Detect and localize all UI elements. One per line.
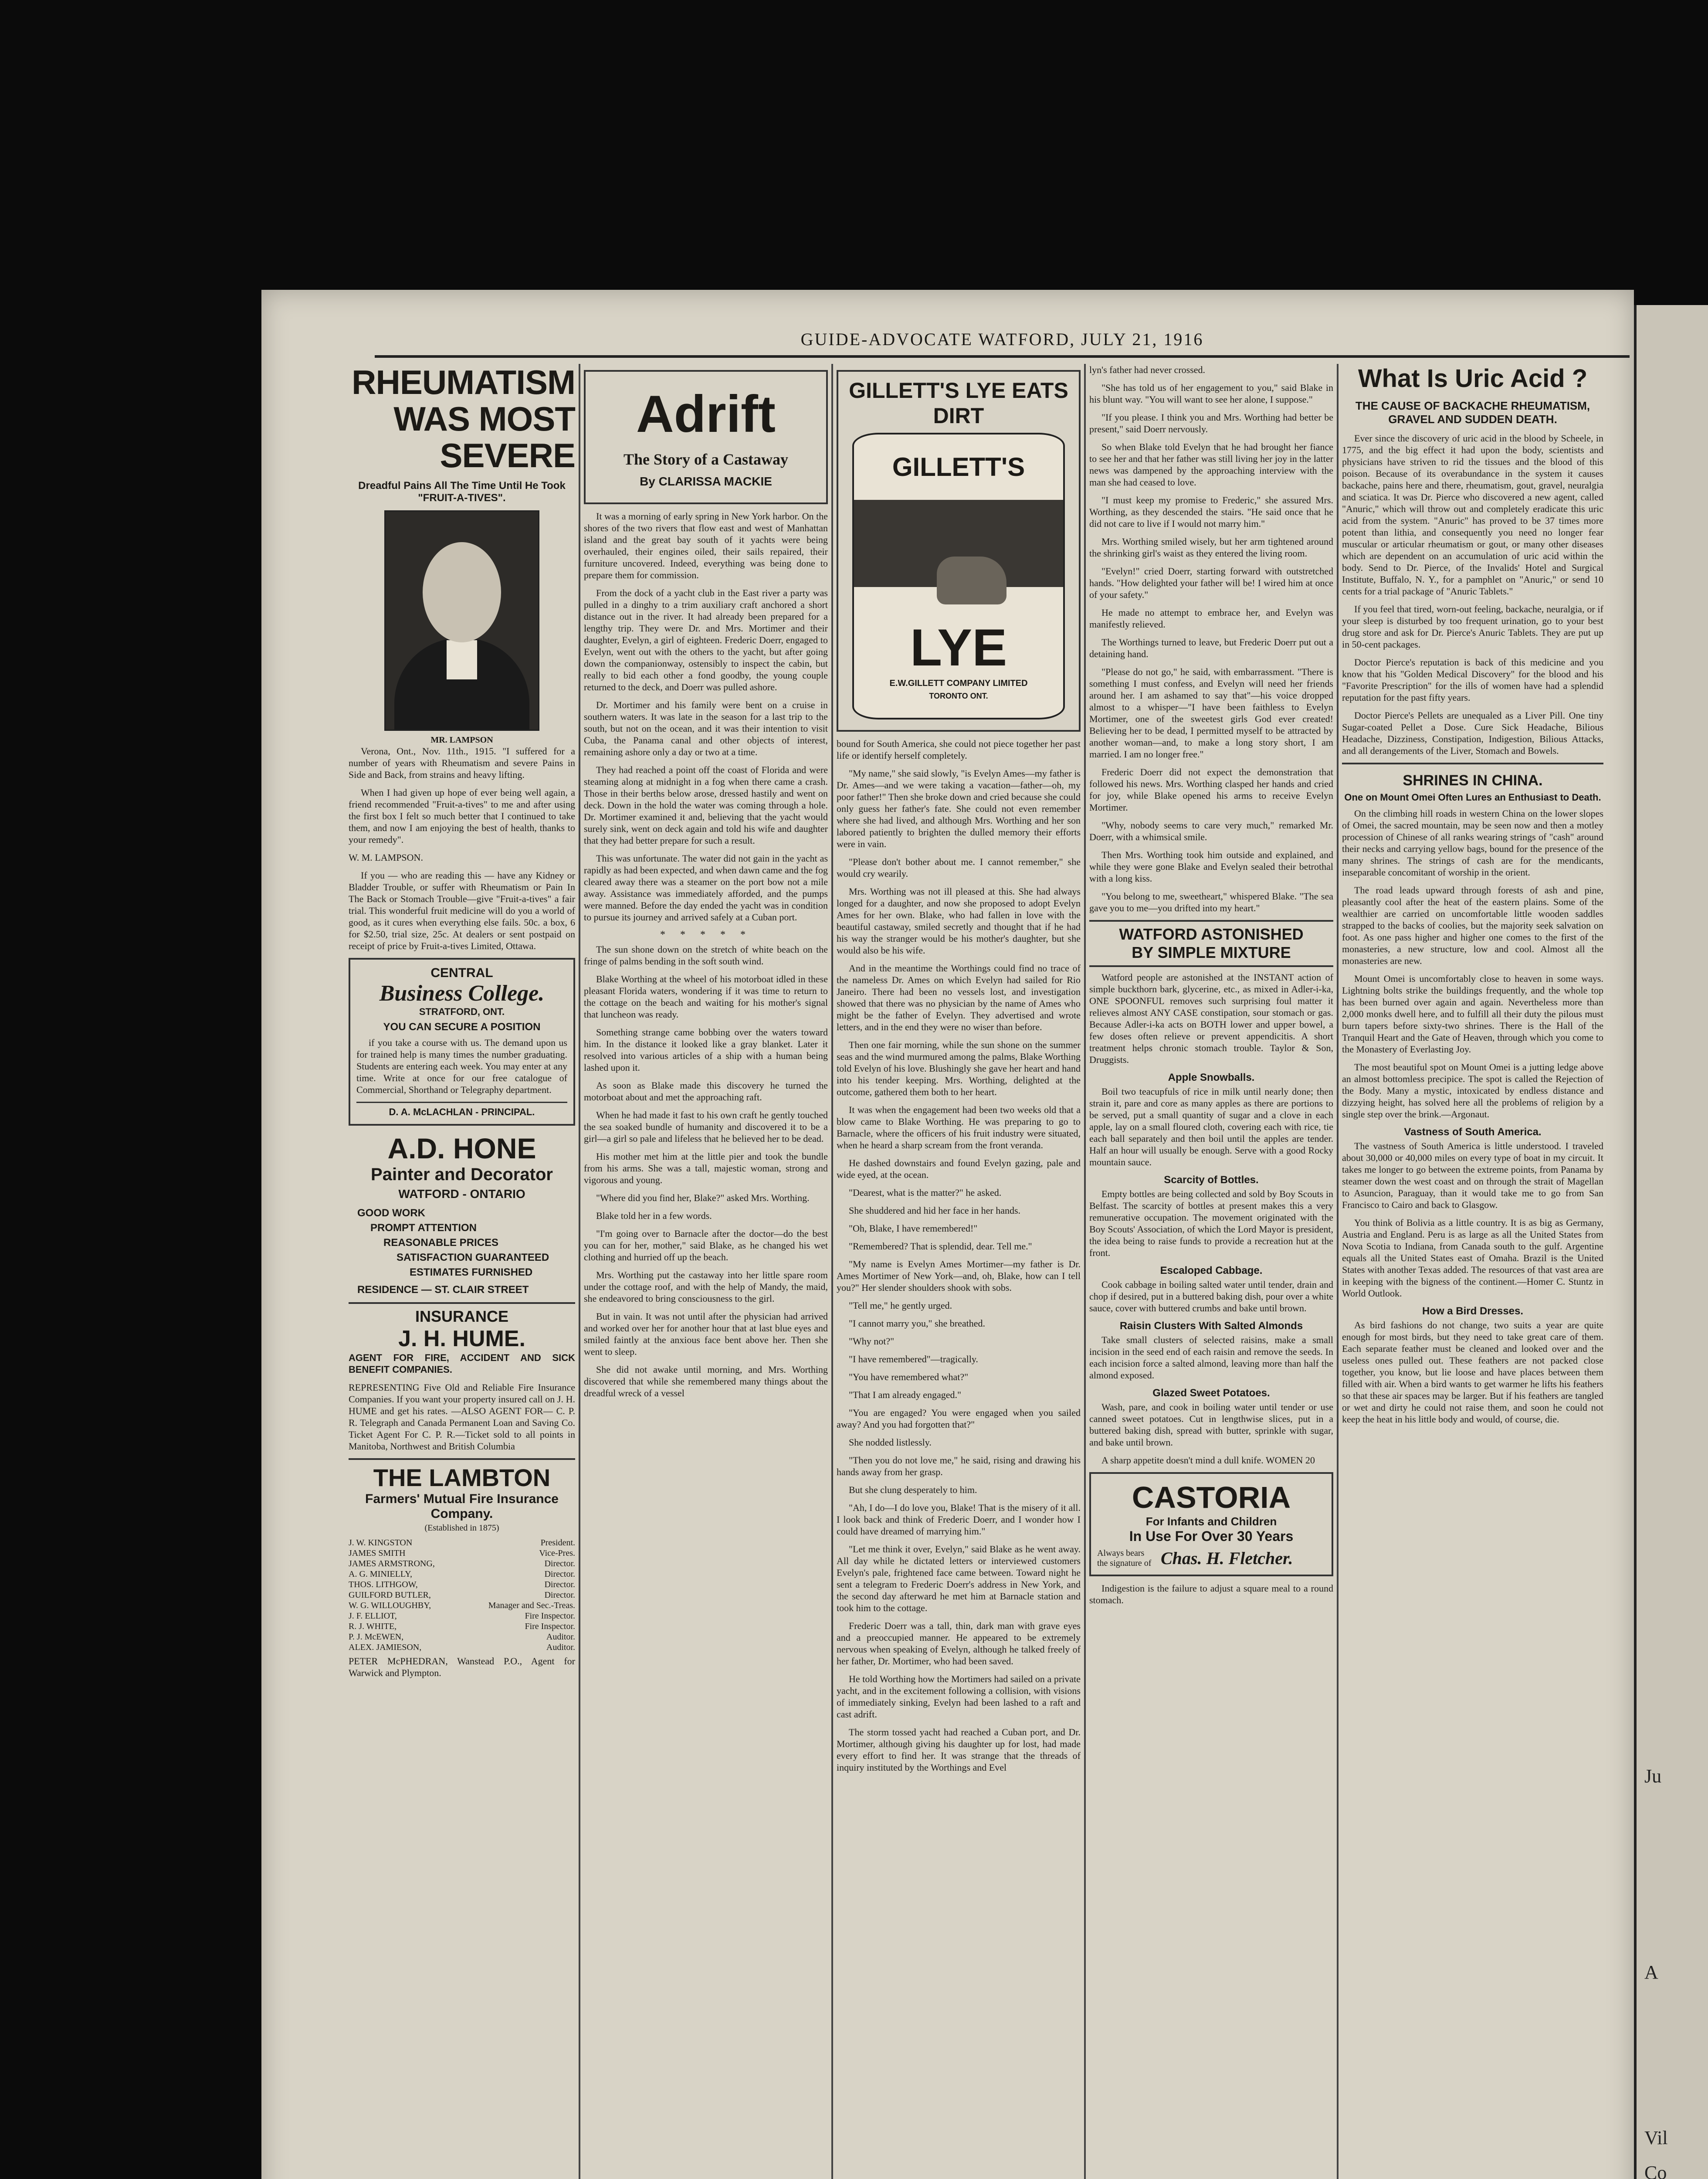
story-para: "Where did you find her, Blake?" asked Mrs. Worthing. (596, 1192, 810, 1203)
shrines-title: SHRINES IN CHINA. (1403, 772, 1543, 789)
story-para: She nodded listlessly. (849, 1437, 932, 1448)
hume-ad (349, 1302, 575, 1452)
hone-item: GOOD WORK (357, 1207, 425, 1219)
castoria-ad (1089, 1472, 1333, 1576)
column-rule (831, 364, 833, 2179)
rheumatism-headline: RHEUMATISM WAS MOST SEVERE (352, 363, 575, 475)
lambton-ad (349, 1458, 575, 1679)
story-para: They had reached a point off the coast of Florida and were steaming along at midnight in a fog when there came a crash. Those in their berths below arose, dressed hastily and went on deck. Down in the hold the water was coming through a hole. Dr. Mortimer examined it and, believing that the yacht would surely sink, went on deck again and told his wife and daughter that they had better prepare for such a result. (584, 764, 828, 846)
story-para: Blake Worthing at the wheel of his motorboat idled in these pleasant Florida waters, wondering if it was time to return to the cottage on the beach and waiting for his mother's signal that luncheon was ready. (584, 974, 828, 1020)
uric-para: Ever since the discovery of uric acid in the blood by Scheele, in 1775, and the big effect it had upon the body, scientists and physicians have striven to rid the tissues and the blood of this poison. Because of its overabundance in the system it causes backache, pains here and there, rheumatism, gout, gravel, neuralgia and sciatica. It was Dr. Pierce who discovered a new agent, called "Anuric," which will throw out and completely eradicate this uric acid from the system. "Anuric" has proved to be 37 times more potent than lithia, and consequently you need no longer fear muscular or articular rheumatism or gout, or many other diseases which are dependent on an accumulation of uric acid within the body. Send to Dr. Pierce, of the Invalids' Hotel and Surgical Institute, Buffalo, N. Y., for a pamphlet on "Anuric," or send 10 cents for a trial package of "Anuric Tablets." (1342, 433, 1603, 597)
story-subtitle: The Story of a Castaway (624, 451, 788, 468)
uric-acid-title: What Is Uric Acid ? (1358, 364, 1588, 393)
strip-fragment: Vil (1644, 2127, 1668, 2148)
story-para: Then one fair morning, while the sun shone on the summer seas and the wind murmured among the palms, Blake Worthing told Evelyn of his love. Blushingly she gave her heart and hand into his tender keeping. Mrs. Worthing, delighted at the outcome, gathered them both to her heart. (837, 1039, 1081, 1097)
portrait-caption: MR. LAMPSON (430, 735, 493, 745)
indigestion-note: Indigestion is the failure to adjust a square meal to a round stomach. (1089, 1583, 1333, 1605)
testimonial-signature: W. M. LAMPSON. (349, 852, 423, 863)
story-para: "My name," she said slowly, "is Evelyn Ames—my father is Dr. Ames—and we were taking a vacation—father—oh, my poor father!" Then she broke down and cried because she could only guess her father's fate. She could not even remember where she had lived, and although Mrs. Worthing and her son labored patiently to brighten the dulled memory their efforts were in vain. (837, 768, 1081, 849)
college-body: if you take a course with us. The demand upon us for trained help is many times the number graduating. Students are entering each week. You may enter at any time. Write at once for our free catalogue of Commercial, Shorthand or Telegraphy department. (356, 1037, 567, 1095)
shrines-para: On the climbing hill roads in western China on the lower slopes of Omei, the sacred mountain, may be seen now and then a motley procession of Chinese of all ranks wearing strings of "cash" around their necks and carrying yellow bags, bound for the presence of the many shrines. The strings of cash are for the mendicants, inseparable concomitant of worship in the orient. (1342, 808, 1603, 878)
uric-acid-sub: THE CAUSE OF BACKACHE RHEUMATISM, GRAVEL AND SUDDEN DEATH. (1355, 399, 1590, 426)
story-para: "Tell me," he gently urged. (849, 1300, 952, 1311)
column-3 (837, 364, 1081, 1779)
story-para: "If you please. I think you and Mrs. Worthing had better be present," said Doerr nervously. (1089, 412, 1333, 434)
officer-row: JAMES ARMSTRONG, Director. (349, 1559, 575, 1568)
story-para: He dashed downstairs and found Evelyn gazing, pale and wide eyed, at the ocean. (837, 1157, 1081, 1180)
castoria-title: CASTORIA (1132, 1480, 1291, 1514)
section-break: * * * * * (660, 929, 752, 940)
college-principal: D. A. McLACHLAN - PRINCIPAL. (356, 1102, 567, 1118)
story-para: As soon as Blake made this discovery he turned the motorboat about and met the approaching raft. (584, 1080, 828, 1103)
castoria-sub-1: For Infants and Children (1145, 1515, 1277, 1528)
testimonial-para: When I had given up hope of ever being well again, a friend recommended "Fruit-a-tives" to me and after using the first box I felt so much better that I continued to take them, and now I am enjoying the best of health, thanks to your remedy". (349, 787, 575, 845)
story-para: "Why not?" (849, 1336, 895, 1347)
recipe-title: Glazed Sweet Potatoes. (1152, 1387, 1270, 1399)
story-para: This was unfortunate. The water did not gain in the yacht as rapidly as had been expected, and when dawn came and the fog cleared away there was a steamer on the port bow not a mile away. Assistance was immediately afforded, and the pumps were manned. Before the day ended the yacht was in condition to pursue its journey and arrived safely at a Cuban port. (584, 853, 828, 923)
fletcher-signature: Chas. H. Fletcher. (1161, 1548, 1293, 1568)
story-para: "Remembered? That is splendid, dear. Tell me." (849, 1241, 1032, 1252)
hone-item: REASONABLE PRICES (383, 1237, 499, 1249)
hone-residence: RESIDENCE — ST. CLAIR STREET (357, 1284, 529, 1296)
story-para: "I cannot marry you," she breathed. (849, 1318, 986, 1329)
story-para: When he had made it fast to his own craft he gently touched the sea soaked bundle of humanity and discovered it to be a girl—a girl so pale and lifeless that he believed her to be dead. (584, 1110, 828, 1144)
story-para: He told Worthing how the Mortimers had sailed on a private yacht, and in the excitement following a collision, with visions of immediately sinking, Evelyn had been lashed to a raft and cast adrift. (837, 1673, 1081, 1720)
story-para: The sun shone down on the stretch of white beach on the fringe of palms bending in the soft south wind. (584, 944, 828, 967)
story-para: "Oh, Blake, I have remembered!" (849, 1223, 978, 1234)
story-para: Frederic Doerr was a tall, thin, dark man with grave eyes and a preoccupied manner. He appeared to be extremely nervous when speaking of Evelyn, although he talked freely of her father, Dr. Mortimer, who had been saved. (837, 1620, 1081, 1666)
testimonial-para: Verona, Ont., Nov. 11th., 1915. "I suffered for a number of years with Rheumatism and severe Pains in Side and Back, from strains and heavy lifting. (349, 746, 575, 780)
story-para: "Please don't bother about me. I cannot remember," she would cry wearily. (837, 856, 1081, 879)
recipe-body: Cook cabbage in boiling salted water until tender, drain and chop if desired, put in a buttered baking dish, pour over a white sauce, cover with buttered crumbs and bake until brown. (1089, 1279, 1333, 1314)
castoria-always: Always bears the signature of (1097, 1548, 1152, 1568)
birds-title: How a Bird Dresses. (1422, 1305, 1524, 1317)
birds-para: As bird fashions do not change, two suits a year are quite enough for most birds, but they need to take great care of them. Each separate feather must be cleaned and looked over and the useless ones pulled out. These feathers are not packed close together, you know, but lie loose and have places between them filled with air. When a bird wants to get warmer he lifts his feathers so that these air spaces may be larger. But if his feathers are tangled or wet and dirty he could not raise them, and soon he could not keep the heat in his little body and would, of course, die. (1342, 1320, 1603, 1425)
lambton-title: THE LAMBTON (373, 1464, 551, 1491)
story-para: "That I am already engaged." (849, 1389, 962, 1400)
story-para: The storm tossed yacht had reached a Cuban port, and Dr. Mortimer, although giving his daughter up for lost, had made every effort to find her. It was strange that the threads of inquiry instituted by the Worthings and Evel (837, 1727, 1081, 1773)
column-rule (1084, 364, 1086, 2179)
watford-title-1: WATFORD ASTONISHED (1119, 925, 1304, 943)
story-para: "Evelyn!" cried Doerr, starting forward with outstretched hands. "How delighted your father will be! I wired him at once of your safety." (1089, 566, 1333, 600)
story-para: Mrs. Worthing smiled wisely, but her arm tightened around the shrinking girl's waist as they entered the living room. (1089, 536, 1333, 559)
newspaper-page (261, 290, 1634, 2179)
officer-row: W. G. WILLOUGHBY, Manager and Sec.-Treas. (349, 1601, 575, 1610)
story-para: It was when the engagement had been two weeks old that a blow came to Blake Worthing. He was preparing to go to Barnacle, where the officers of his fruit industry were situated, when he heard a sharp scream from the front veranda. (837, 1104, 1081, 1151)
hone-ad (349, 1132, 575, 1296)
story-para: Frederic Doerr did not expect the demonstration that followed his news. Mrs. Worthing clasped her hands and cried for joy, while Blake opened his arms to receive Evelyn Mortimer. (1089, 767, 1333, 813)
uric-para: Doctor Pierce's Pellets are unequaled as a Liver Pill. One tiny Sugar-coated Pellet a Dose. Cure Sick Headache, Bilious Headache, Dizziness, Constipation, Indigestion, Bilious Attacks, and all derangements of the Liver, Stomach and Bowels. (1342, 710, 1603, 756)
recipe-body: Wash, pare, and cook in boiling water until tender or use canned sweet potatoes. Cut in lengthwise slices, put in a buttered baking dish, spread with butter, sprinkle with sugar, and bake until brown. (1089, 1402, 1333, 1448)
lye-tin-illustration (852, 433, 1065, 720)
story-byline: By CLARISSA MACKIE (640, 475, 772, 488)
story-para: So when Blake told Evelyn that he had brought her fiance to see her and that her father was still living her joy in the latter news was dampened by the approaching interview with the man she had ceased to love. (1089, 441, 1333, 488)
tin-product: LYE (910, 618, 1007, 677)
story-para: The Worthings turned to leave, but Frederic Doerr put out a detaining hand. (1089, 637, 1333, 659)
business-college-ad (349, 958, 575, 1126)
story-para: But in vain. It was not until after the physician had arrived and worked over her for another hour that at last blue eyes and smiled faintly at the anxious face bent above her. Then she went to sleep. (584, 1311, 828, 1357)
story-para: "I'm going over to Barnacle after the doctor—do the best you can for her, mother," said Blake, as he changed his wet clothing and hurried off up the beach. (584, 1228, 828, 1263)
officer-row: THOS. LITHGOW, Director. (349, 1580, 575, 1589)
recipe-body: Boil two teacupfuls of rice in milk until nearly done; then strain it, pare and core as many apples as there are portions to be served, put a small quantity of sugar and a clove in each apple, lay on a small floured cloth, covering each with rice, tie each ball separately and then boil until the apples are tender. Half an hour will usually be enough. Serve with a good Rocky mountain sauce. (1089, 1086, 1333, 1168)
recipe-title: Escaloped Cabbage. (1160, 1265, 1263, 1276)
hone-item: SATISFACTION GUARANTEED (396, 1252, 549, 1263)
officer-row: J. F. ELLIOT, Fire Inspector. (349, 1611, 575, 1621)
shrines-para: Mount Omei is uncomfortably close to heaven in some ways. Lightning bolts strike the buildings frequently, and the whole top has been burned over again and again. Nevertheless more than 2,000 monks dwell here, and to fulfill all their duty the pilous must burn tapers before sixty-two shrines. There is the Hall of the Tranquil Heart and the Gate of Heaven, through which you come to the Monastery of Everlasting Joy. (1342, 973, 1603, 1055)
castoria-sub-2: In Use For Over 30 Years (1129, 1528, 1294, 1544)
column-5 (1342, 364, 1603, 1431)
story-para: "Dearest, what is the matter?" he asked. (849, 1187, 1002, 1198)
story-para: "She has told us of her engagement to you," said Blake in his blunt way. "You will want to see her alone, I suppose." (1089, 382, 1333, 405)
article-title: Scarcity of Bottles. (1164, 1174, 1259, 1186)
lion-icon (937, 557, 1006, 604)
tin-brand: GILLETT'S (892, 452, 1025, 482)
story-para: lyn's father had never crossed. (1089, 364, 1206, 375)
hume-agent: AGENT FOR FIRE, ACCIDENT AND SICK BENEFIT COMPANIES. (349, 1352, 575, 1375)
story-para: "Let me think it over, Evelyn," said Blake as he went away. All day while he dictated letters or interviewed customers Evelyn's pale, frightened face came between. Toward night he sent a telegram to Frederic Doerr's address in New York, and the second day afterward he met him at Barnacle station and took him to the cottage. (837, 1544, 1081, 1613)
story-para: "I have remembered"—tragically. (849, 1354, 978, 1364)
column-2 (584, 364, 828, 1405)
adrift-title-box (584, 370, 828, 504)
story-para: Something strange came bobbing over the waters toward him. In the distance it looked like a gray blanket. Later it resolved into various articles of a ship with a human being lashed upon it. (584, 1027, 828, 1073)
strip-fragment: Ju (1644, 1765, 1662, 1787)
uric-para: If you feel that tired, worn-out feeling, backache, neuralgia, or if your sleep is disturbed by too frequent urination, go to your best drug store and ask for Dr. Pierce's Anuric Tablets. They are put up in 50-cent packages. (1342, 604, 1603, 650)
recipe-body: Take small clusters of selected raisins, make a small incision in the seed end of each raisin and remove the seeds. In each incision force a salted almond, leaving more than half the almond exposed. (1089, 1334, 1333, 1381)
officer-row: ALEX. JAMIESON, Auditor. (349, 1643, 575, 1652)
story-para: He made no attempt to embrace her, and Evelyn was manifestly relieved. (1089, 607, 1333, 630)
column-rule (579, 364, 580, 2179)
hone-place: WATFORD - ONTARIO (398, 1187, 525, 1201)
story-para: Mrs. Worthing was not ill pleased at this. She had always longed for a daughter, and now she proposed to adopt Evelyn Ames for her own. Blake, who had fallen in love with the beautiful castaway, smiled secretly and thought that if he had his way the stranger would be his mother's daughter, but she would also be his wife. (837, 886, 1081, 956)
tin-maker: E.W.GILLETT COMPANY LIMITED (889, 679, 1028, 688)
college-tagline: YOU CAN SECURE A POSITION (383, 1021, 541, 1033)
gilletts-lye-ad (837, 370, 1081, 732)
strip-fragment: A (1644, 1962, 1658, 1983)
hume-name: J. H. HUME. (398, 1326, 525, 1351)
college-name-1: CENTRAL (430, 966, 493, 980)
masthead: GUIDE-ADVOCATE WATFORD, JULY 21, 1916 (375, 329, 1630, 358)
story-para: From the dock of a yacht club in the East river a party was pulled in a dinghy to a trim auxiliary craft anchored a short distance out in the river. It had already been prepared for a lengthy trip. They were Dr. and Mrs. Mortimer and their daughter, Evelyn, a girl of eighteen. Frederic Doerr, engaged to Evelyn, went out with the others to the yacht, but after going down the companionway, ostensibly to inspect the cabin, but really to bid each other a fond goodby, the young couple returned to the deck, and Doerr was pulled ashore. (584, 587, 828, 692)
shrines-para: The road leads upward through forests of ash and pine, pleasantly cool after the heat of the eastern plains. Some of the wealthier are carried on uncomfortable little wooden saddles strapped to the backs of coolies, but the majority seek salvation on foot. As one pass higher and higher one comes to the first of the monasteries, a new structure, low and cool. Almost all the monasteries are new. (1342, 885, 1603, 966)
story-para: "Then you do not love me," he said, rising and drawing his hands away from her grasp. (837, 1455, 1081, 1477)
recipe-title: Apple Snowballs. (1168, 1072, 1255, 1083)
story-para: "Ah, I do—I do love you, Blake! That is the misery of it all. I look back and think of Frederic Doerr, and I wonder how I could have dreamed of marrying him." (837, 1502, 1081, 1537)
story-para: "You belong to me, sweetheart," whispered Blake. "The sea gave you to me—you drifted into my heart." (1089, 891, 1333, 913)
tin-city: TORONTO ONT. (929, 692, 988, 700)
story-para: It was a morning of early spring in New York harbor. On the shores of the two rivers that flow east and west of Manhattan island and the great bay south of it yachts were being overhauled, their engines oiled, their sails repaired, their furniture uncovered. Indeed, everything was being done to prepare them for commission. (584, 511, 828, 580)
vastness-title: Vastness of South America. (1404, 1126, 1542, 1138)
hone-item: ESTIMATES FURNISHED (410, 1266, 533, 1278)
appetite-note: A sharp appetite doesn't mind a dull knife. WOMEN 20 (1101, 1455, 1315, 1466)
hone-name: A.D. HONE (387, 1132, 536, 1164)
story-para: "My name is Evelyn Ames Mortimer—my father is Dr. Ames Mortimer of New York—and, oh, Blake, how can I tell you?" Her slender shoulders shook with sobs. (837, 1259, 1081, 1293)
story-para: "Why, nobody seems to care very much," remarked Mr. Doerr, with a whimsical smile. (1089, 820, 1333, 842)
officer-row: A. G. MINIELLY, Director. (349, 1569, 575, 1579)
column-1 (349, 364, 575, 1685)
lambton-subtitle: Farmers' Mutual Fire Insurance Company. (365, 1492, 559, 1521)
story-para: But she clung desperately to him. (849, 1484, 977, 1495)
adjacent-page-strip (1634, 305, 1708, 2179)
shrines-article (1342, 763, 1603, 1120)
story-para: She shuddered and hid her face in her hands. (849, 1205, 1021, 1216)
vastness-para: You think of Bolivia as a little country. It is as big as Germany, Austria and England. Peru is as large as all the United States from Nova Scotia to Indiana, from Canada south to the gulf. Argentine equals all the United States east of Omaha. Brazil is the United States with another Texas added. The resources of that vast area are in keeping with the bigness of the continent.—Homer C. Stuntz in World Outlook. (1342, 1217, 1603, 1299)
lampson-portrait (384, 510, 539, 731)
story-para: "Please do not go," he said, with embarrassment. "There is something I must confess, and Evelyn will need her friends around her. I am ashamed to say that"—his voice dropped almost to a whisper—"I have been faithless to Evelyn Mortimer, one of the sweetest girls God ever created! Believing her to be dead, I permitted myself to be attracted by another woman—and, to make a long story short, I am married. I am no longer free." (1089, 666, 1333, 760)
college-name-2: Business College. (379, 981, 545, 1006)
officer-row: P. J. McEWEN, Auditor. (349, 1632, 575, 1642)
vastness-para: The vastness of South America is little understood. I traveled about 30,000 or 40,000 miles on every type of boat in my circuit. It takes me longer to go between the extreme points, from Panama by steamer down the west coast and on through the strait of Magellan to Asuncion, Paraguay, than it would take me to go from San Francisco to Cairo and back to Glasgow. (1342, 1140, 1603, 1210)
column-4 (1089, 364, 1333, 1612)
story-para: bound for South America, she could not piece together her past life or identify herself completely. (837, 738, 1081, 761)
hume-representing: REPRESENTING Five Old and Reliable Fire Insurance Companies. If you want your property insured call on J. H. HUME and get his rates. —ALSO AGENT FOR— C. P. R. Telegraph and Canada Permanent Loan and Saving Co. Ticket Agent For C. P. R.—Ticket sold to all points in Manitoba, Northwest and British Columbia (349, 1382, 575, 1452)
insurance-title: INSURANCE (415, 1307, 508, 1325)
shrines-para: The most beautiful spot on Mount Omei is a jutting ledge above an almost bottomless precipice. The spot is called the Rejection of the Body. Many a mystic, intoxicated by endless distance and dizzying height, has solved here all the problems of religion by a single step over the brink.—Argonaut. (1342, 1062, 1603, 1120)
college-city: STRATFORD, ONT. (419, 1006, 505, 1017)
officer-row: JAMES SMITH Vice-Pres. (349, 1548, 575, 1558)
watford-ad-heading (1089, 920, 1333, 967)
story-para: Mrs. Worthing put the castaway into her little spare room under the cottage roof, and with the help of Mandy, the maid, she endeavored to bring consciousness to the girl. (584, 1269, 828, 1304)
hone-trade: Painter and Decorator (371, 1165, 553, 1184)
recipe-title: Raisin Clusters With Salted Almonds (1119, 1320, 1303, 1332)
column-rule (1337, 364, 1339, 2179)
uric-para: Doctor Pierce's reputation is back of this medicine and you know that his "Golden Medical Discovery" for the blood and his "Favorite Prescription" for the ills of women have had a splendid reputation for the past fifty years. (1342, 657, 1603, 703)
story-para: "You are engaged? You were engaged when you sailed away? And you had forgotten that?" (837, 1407, 1081, 1430)
officer-row: J. W. KINGSTON President. (349, 1538, 575, 1548)
story-para: And in the meantime the Worthings could find no trace of the nameless Dr. Ames on which Evelyn had sailed for Rio Janeiro. There had been no vessels lost, and investigation showed that there was no physician by the name of Ames who might be the father of Evelyn. They advertised and wrote letters, and in the end they were no wiser than before. (837, 963, 1081, 1032)
officer-row: R. J. WHITE, Fire Inspector. (349, 1622, 575, 1631)
officer-row: GUILFORD BUTLER, Director. (349, 1590, 575, 1600)
strip-fragment: Co (1644, 2162, 1667, 2179)
story-title: Adrift (636, 385, 776, 443)
lambton-established: (Established in 1875) (424, 1523, 499, 1533)
story-para: Dr. Mortimer and his family were bent on a cruise in southern waters. It was late in the season for a last trip to the south, but not on the ocean, and it was their intention to visit Cuba, the Panama canal and other objects of interest, remaining ashore only a day or two at a time. (584, 699, 828, 757)
watford-body: Watford people are astonished at the INSTANT action of simple buckthorn bark, glycerine, etc., as mixed in Adler-i-ka, ONE SPOONFUL removes such surprising foul matter it relieves almost ANY CASE constipation, sour stomach or gas. Because Adler-i-ka acts on BOTH lower and upper bowel, a few doses often relieve or prevent appendicitis. A short treatment helps chronic stomach trouble. Taylor & Son, Druggists. (1089, 972, 1333, 1065)
story-para: His mother met him at the little pier and took the bundle from his arms. She was a tall, majestic woman, strong and vigorous and young. (584, 1151, 828, 1185)
hone-item: PROMPT ATTENTION (370, 1222, 477, 1234)
article-body: Empty bottles are being collected and sold by Boy Scouts in Belfast. The scarcity of bottles at present makes this a very remunerative occupation. The movement originated with the Boy Scouts' Association, of which the Lord Mayor is president, the idea being to raise funds to provide a recreation hut at the front. (1089, 1188, 1333, 1258)
story-para: She did not awake until morning, and Mrs. Worthing discovered that while she remembered many things about the dreadful wreck of a vessel (584, 1364, 828, 1398)
lambton-footer: PETER McPHEDRAN, Wanstead P.O., Agent for Warwick and Plympton. (349, 1656, 575, 1678)
rheumatism-subhead: Dreadful Pains All The Time Until He Took "FRUIT-A-TIVES". (358, 480, 566, 504)
shrines-sub: One on Mount Omei Often Lures an Enthusiast to Death. (1344, 792, 1601, 803)
watford-title-2: BY SIMPLE MIXTURE (1132, 944, 1291, 961)
story-para: "You have remembered what?" (849, 1371, 969, 1382)
gilletts-headline: GILLETT'S LYE EATS DIRT (849, 378, 1068, 428)
fruit-a-tives-offer: If you — who are reading this — have any Kidney or Bladder Trouble, or suffer with Rheumatism or Pain In The Back or Stomach Trouble—give "Fruit-a-tives" a fair trial. This wonderful fruit medicine will do you a world of good, as it cures when everything else fails. 50c. a box, 6 for $2.50, trial size, 25c. At dealers or sent postpaid on receipt of price by Fruit-a-tives Limited, Ottawa. (349, 870, 575, 951)
story-para: "I must keep my promise to Frederic," she assured Mrs. Worthing, as they descended the stairs. "He said once that he did not care to live if I would not marry him." (1089, 495, 1333, 529)
story-para: Then Mrs. Worthing took him outside and explained, and while they were gone Blake and Evelyn sealed their betrothal with a long kiss. (1089, 849, 1333, 884)
story-para: Blake told her in a few words. (596, 1210, 712, 1221)
